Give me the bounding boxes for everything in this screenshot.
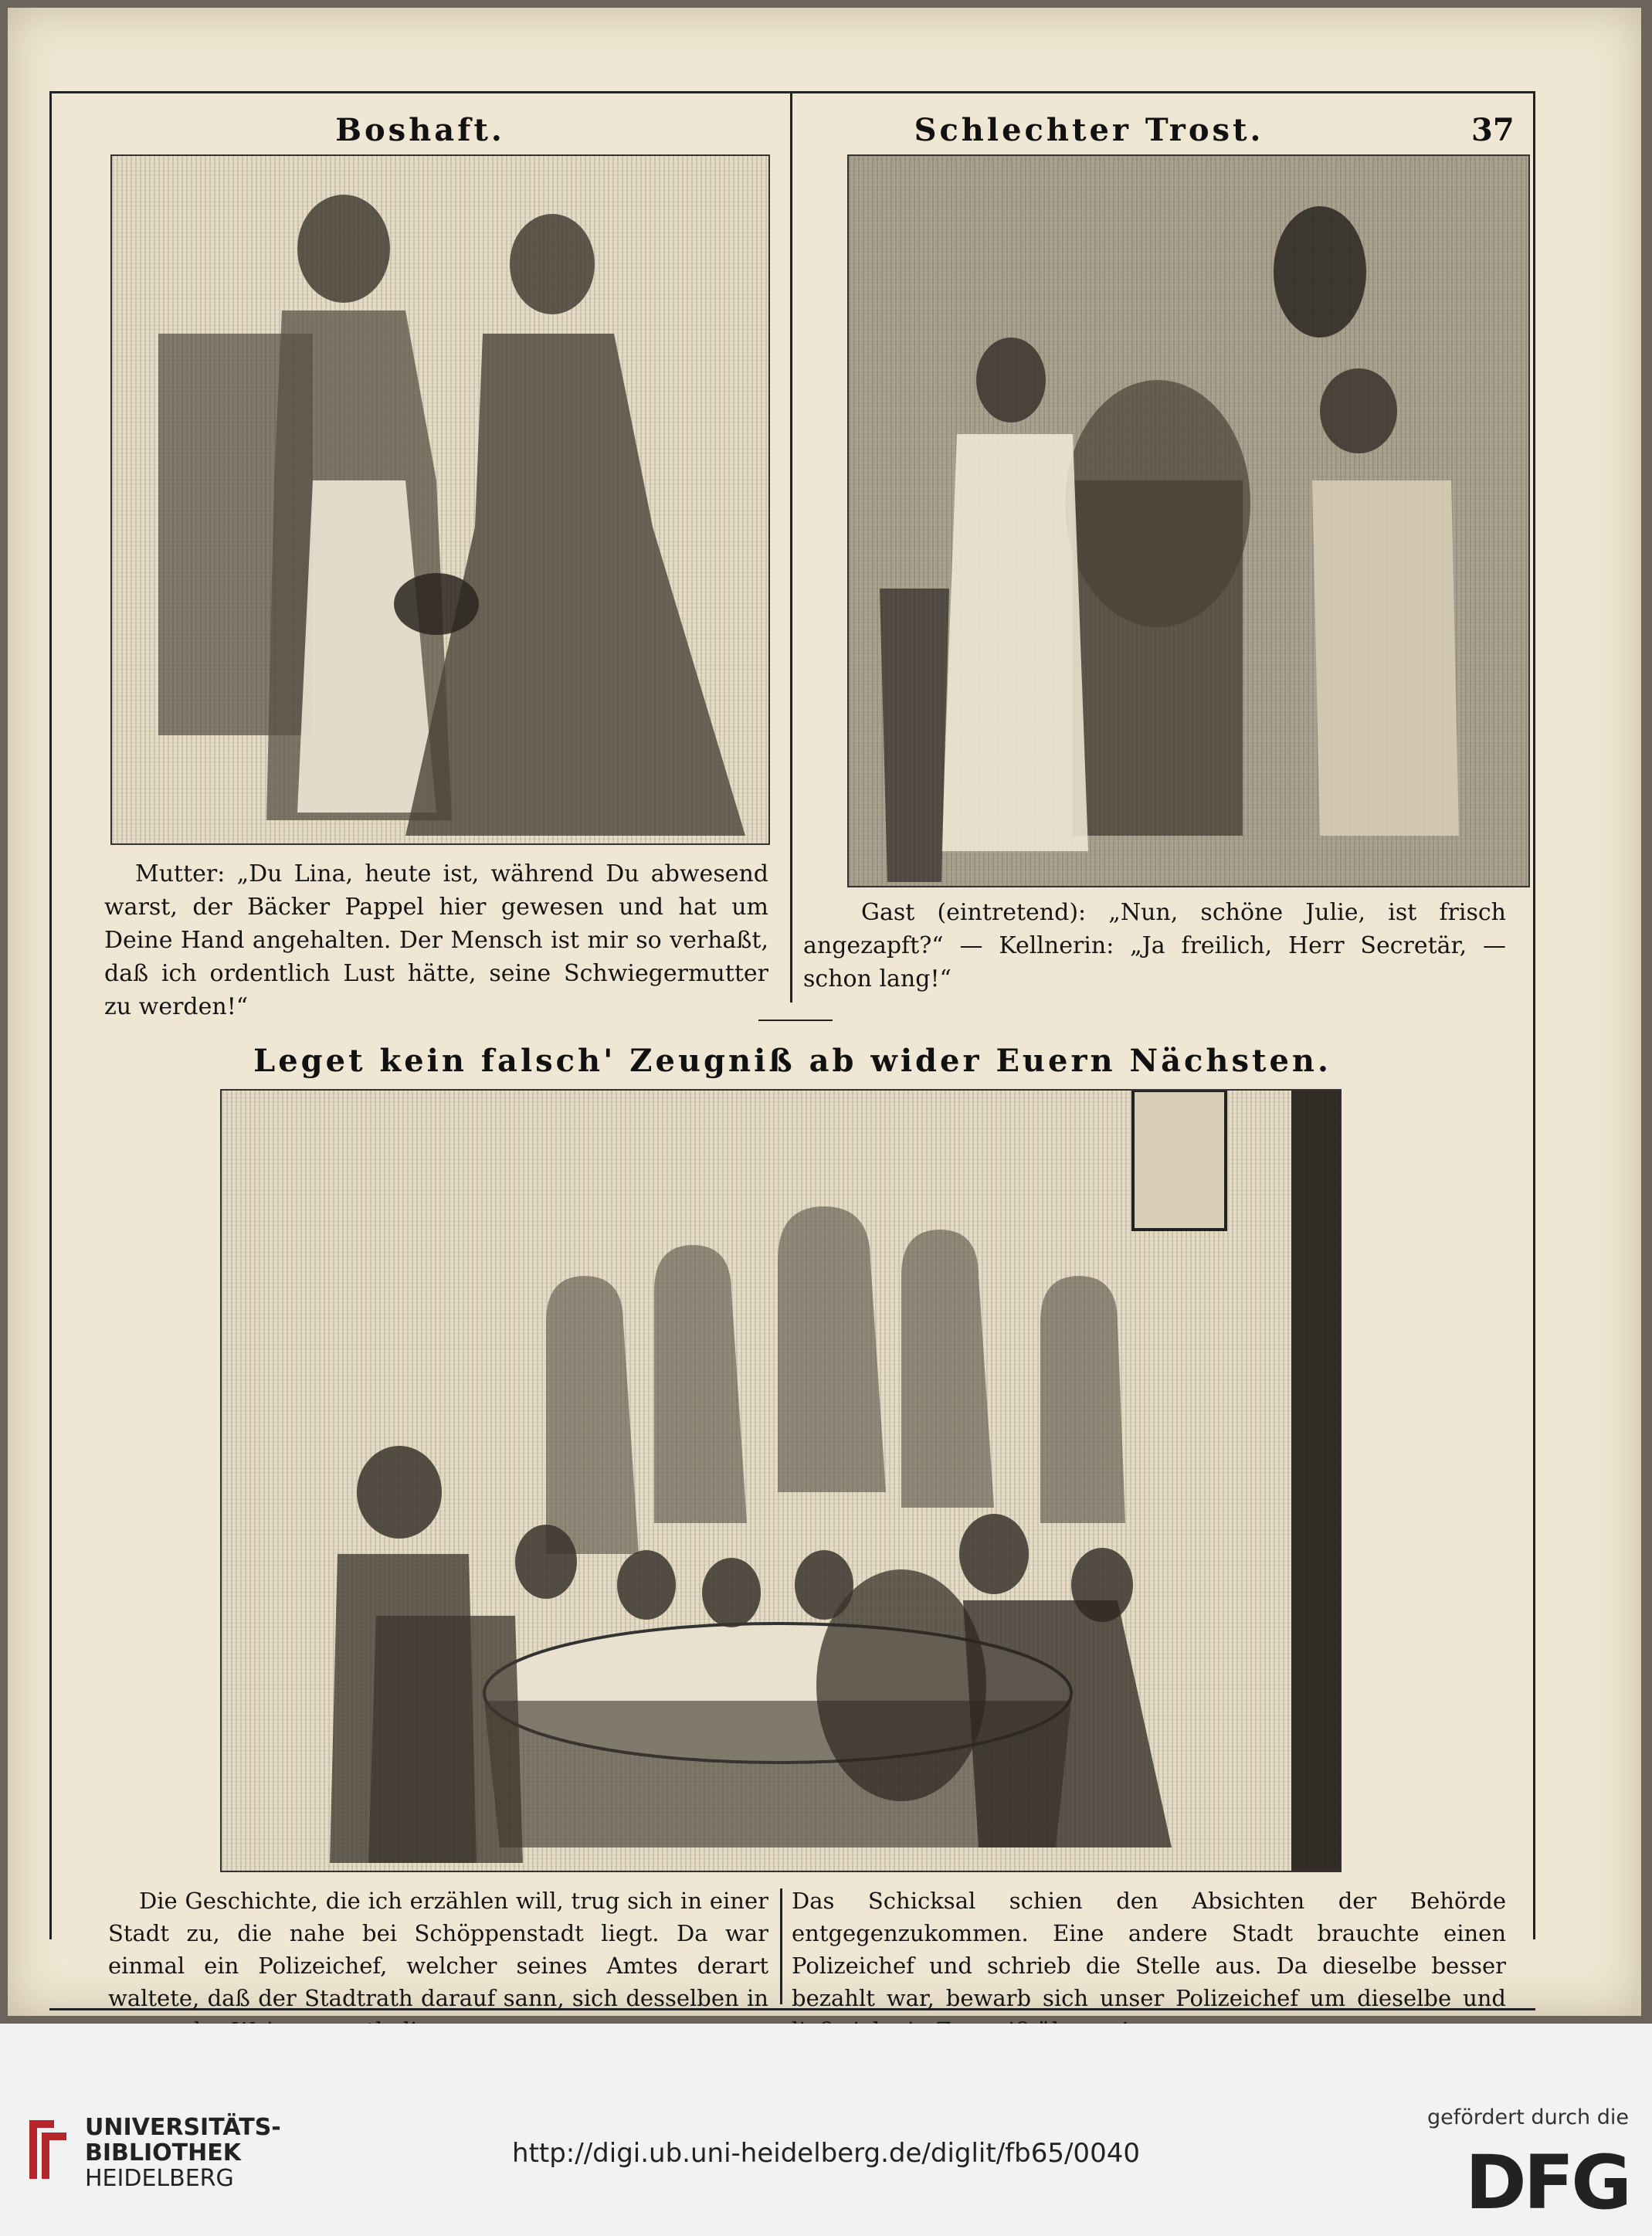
library-line-1: UNIVERSITÄTS-	[85, 2114, 281, 2141]
permalink-url[interactable]: http://digi.ub.uni-heidelberg.de/diglit/fb65/0040	[512, 2138, 1140, 2169]
funded-by-label: gefördert durch die	[1427, 2105, 1629, 2129]
column-divider-bottom	[780, 1888, 782, 2004]
cartoon-left-caption: Mutter: „Du Lina, heute ist, während Du abwesend warst, der Bäcker Pappel hier gewesen und hat um Deine Hand angehalten. Der Mensch ist mir so verhaßt, daß ich ordentlich Lust hätte, seine Schwiegermutter zu werden!“	[104, 860, 768, 1020]
cartoon-left-title: Boshaft.	[335, 112, 505, 148]
story-column-left: Die Geschichte, die ich erzählen will, trug sich in einer Stadt zu, die nahe bei Schöppenstadt liegt. Da war einmal ein Polizeichef, welcher seines Amtes derart waltete, daß der Stadtrath darauf sann, sich desselben in	[108, 1888, 768, 2011]
illustration-zeugnis	[220, 1089, 1342, 1872]
library-line-2: BIBLIOTHEK	[85, 2139, 241, 2166]
cartoon-right-caption: Gast (eintretend): „Nun, schöne Julie, ist frisch angezapft?“ — Kellnerin: „Ja freilich, Herr Secretär, — schon lang!“	[803, 899, 1506, 992]
dfg-logo: DFG	[1464, 2139, 1629, 2226]
page-number: 37	[1471, 112, 1515, 148]
column-divider-top	[790, 93, 792, 1003]
cartoon-right-title: Schlechter Trost.	[914, 112, 1264, 148]
library-line-3: HEIDELBERG	[85, 2165, 234, 2192]
illustration-schlechter-trost	[847, 154, 1530, 887]
story-title: Leget kein falsch' Zeugniß ab wider Euern Nächsten.	[253, 1043, 1331, 1079]
divider-rule	[758, 1020, 833, 1021]
story-column-right: Das Schicksal schien den Absichten der Behörde entgegenzukommen. Eine andere Stadt brauchte einen Polizeichef und schrieb die Stelle aus. Da dieselbe besser bezahlt war, bewarb sich unser Polizeichef um dieselbe und	[792, 1888, 1506, 2011]
illustration-boshaft	[110, 154, 770, 845]
